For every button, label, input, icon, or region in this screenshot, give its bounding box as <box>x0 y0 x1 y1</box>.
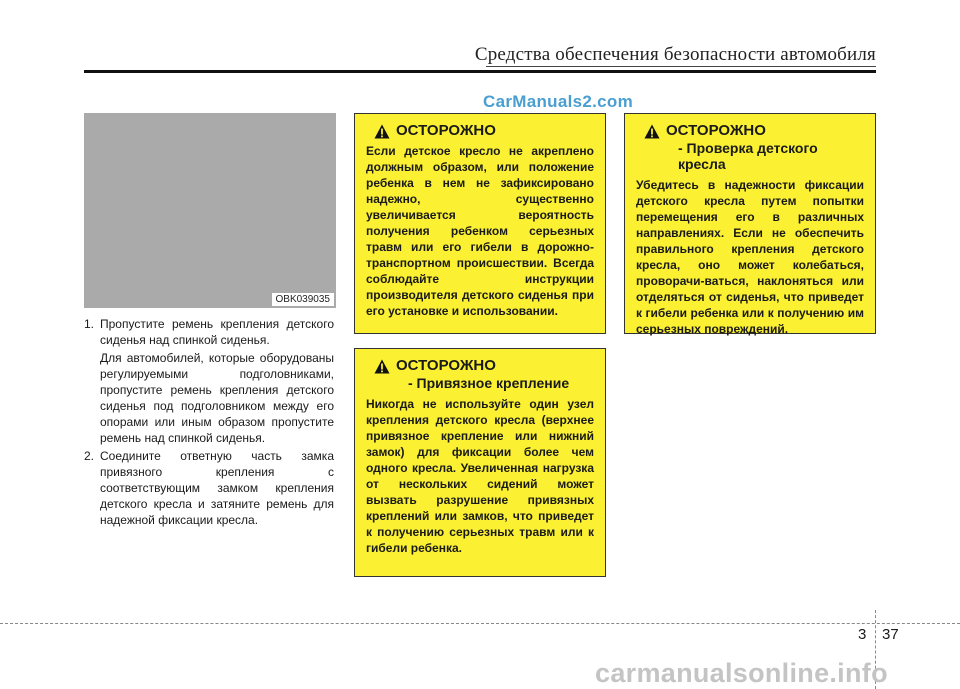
watermark-bottom[interactable]: carmanualsonline.info <box>595 658 888 688</box>
footer-rule <box>0 623 960 624</box>
photo-label: OBK039035 <box>272 293 335 306</box>
warning-header <box>374 358 594 374</box>
watermark-top[interactable]: CarManuals2.com <box>483 92 633 111</box>
chapter-number: 3 <box>858 626 867 643</box>
step-number: 1. <box>84 317 95 331</box>
warning-box-2 <box>354 348 606 577</box>
warning-triangle-icon <box>644 124 660 139</box>
warning-title: ОСТОРОЖНО <box>396 357 496 374</box>
header-rule-thin <box>486 66 876 67</box>
illustration-photo <box>84 113 336 308</box>
warning-subtitle: - Привязное крепление <box>408 375 570 391</box>
step-2 <box>84 448 334 528</box>
warning-title: ОСТОРОЖНО <box>666 122 766 139</box>
warning-box-1 <box>354 113 606 334</box>
warning-title: ОСТОРОЖНО <box>396 122 496 139</box>
warning-header <box>644 123 864 139</box>
warning-subtitle: - Проверка детского кресла <box>678 140 818 172</box>
warning-text: Убедитесь в надежности фиксации детского кресла путем попытки перемещения его в различных направлениях. Если не обеспечить правильного крепления детского кресла, оно может колебаться, проворачи-ваться, наклоняться или отделяться от сиденья, что приведет к гибели ребенка или к получению им серьезных повреждений. <box>636 178 864 336</box>
warning-box-3 <box>624 113 876 334</box>
step-1 <box>84 316 334 348</box>
warning-triangle-icon <box>374 124 390 139</box>
step-1-note: Для автомобилей, которые оборудованы регулируемыми подголовниками, пропустите ремень крепления детского сиденья под подголовником между его опорами или иным образом пропустите ремень над спинкой сиденья. <box>100 351 334 445</box>
warning-text: Если детское кресло не акреплено должным образом, или положение ребенка в нем не зафиксировано надежно, существенно увеличивается вероятность получения ребенком серьезных травм или его гибели в дорожно-транспортном происшествии. Всегда соблюдайте инструкции производителя детского сиденья при его установке и использовании. <box>366 144 594 318</box>
warning-text: Никогда не используйте один узел крепления детского кресла (верхнее привязное крепление или нижний замок) для фиксации более чем одного кресла. Увеличенная нагрузка от нескольких сидений может вызвать разрушение привязных креплений или замков, что приведет к получению серьезных травм или к гибели ребенка. <box>366 397 594 555</box>
warning-header <box>374 123 594 139</box>
header-rule <box>84 70 876 73</box>
page-header-title: Средства обеспечения безопасности автомобиля <box>474 44 876 65</box>
instructions <box>84 316 334 528</box>
step-number: 2. <box>84 449 95 463</box>
page-number: 37 <box>882 626 899 643</box>
step-text: Пропустите ремень крепления детского сиденья над спинкой сиденья. <box>100 317 334 347</box>
step-text: Соедините ответную часть замка привязного крепления с соответствующим замком крепления детского кресла и затяните ремень для надежной фиксации кресла. <box>100 449 334 527</box>
warning-triangle-icon <box>374 359 390 374</box>
